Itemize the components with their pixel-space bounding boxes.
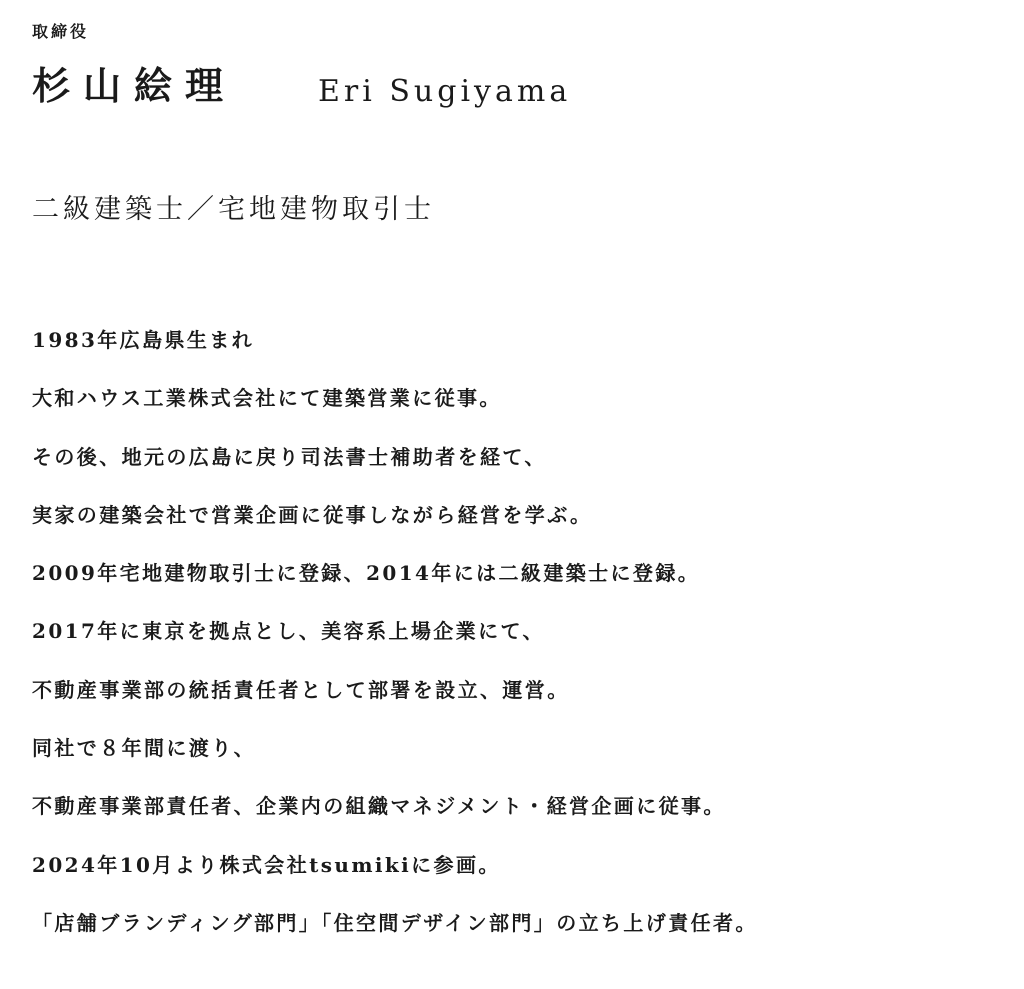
biography-list — [32, 324, 758, 965]
bio-line: 大和ハウス工業株式会社にて建築営業に従事。 — [32, 386, 502, 411]
qualifications: 二級建築士／宅地建物取引士 — [32, 194, 435, 225]
bio-line: 同社で８年間に渡り、 — [32, 736, 256, 761]
bio-line: 1983年広島県生まれ — [32, 328, 255, 352]
job-title: 取締役 — [32, 22, 90, 41]
bio-line: 2024年10月より株式会社tsumikiに参画。 — [32, 852, 501, 877]
name-english: Eri Sugiyama — [318, 74, 572, 109]
bio-line: 「店舗ブランディング部門」「住空間デザイン部門」の立ち上げ責任者。 — [32, 910, 758, 935]
bio-line: 2017年に東京を拠点とし、美容系上場企業にて、 — [32, 619, 545, 644]
bio-line: その後、地元の広島に戻り司法書士補助者を経て、 — [32, 444, 547, 469]
name-japanese: 杉山絵理 — [32, 63, 237, 108]
bio-line: 実家の建築会社で営業企画に従事しながら経営を学ぶ。 — [32, 502, 593, 527]
bio-line: 不動産事業部責任者、企業内の組織マネジメント・経営企画に従事。 — [32, 794, 726, 819]
bio-line: 不動産事業部の統括責任者として部署を設立、運営。 — [32, 677, 570, 702]
bio-line: 2009年宅地建物取引士に登録、2014年には二級建築士に登録。 — [32, 561, 701, 586]
